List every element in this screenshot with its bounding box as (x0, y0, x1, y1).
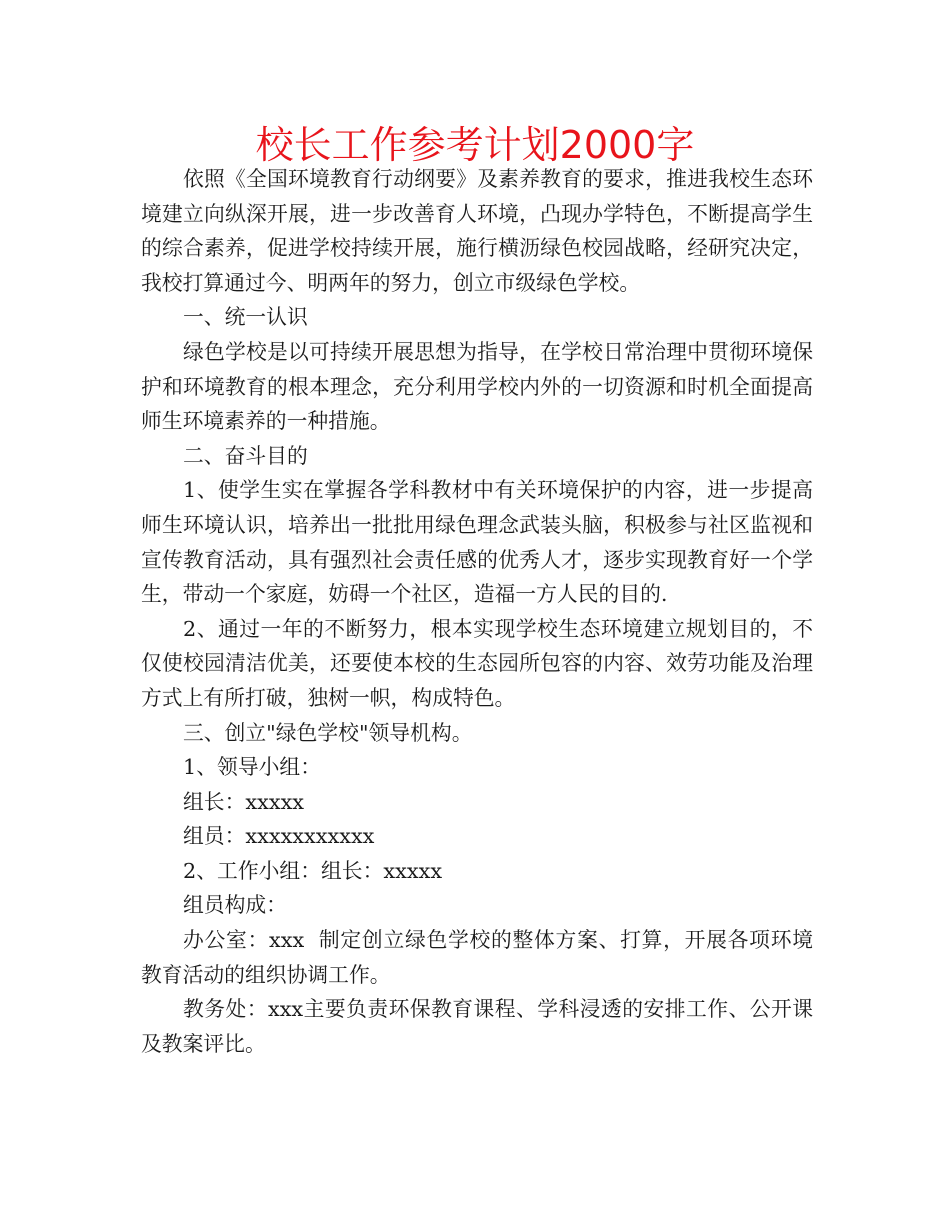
heading-unify-understanding: 一、统一认识 (183, 305, 308, 330)
document-title: 校长工作参考计划2000字 (255, 123, 695, 167)
line-leadership-group: 1、领导小组： (183, 755, 322, 780)
line-member-composition: 组员构成： (183, 893, 287, 918)
heading-goals: 二、奋斗目的 (183, 443, 308, 468)
heading-leadership: 三、创立"绿色学校"领导机构。 (183, 720, 473, 745)
paragraph-intro: 依照《全国环境教育行动纲要》及素养教育的要求，推进我校生态环境建立向纵深开展，进一步改善育人环境，凸现办学特色，不断提高学生的综合素养，促进学校持续开展，施行横沥绿色校园战略，经研究决定，我校打算通过今、明两年的努力，创立市级绿色学校。 (141, 167, 813, 295)
paragraph-green-school-definition: 绿色学校是以可持续开展思想为指导，在学校日常治理中贯彻环境保护和环境教育的根本理念，充分利用学校内外的一切资源和时机全面提高师生环境素养的一种措施。 (141, 339, 813, 434)
paragraph-goal-1: 1、使学生实在掌握各学科教材中有关环境保护的内容，进一步提高师生环境认识，培养出一批批用绿色理念武装头脑，积极参与社区监视和宣传教育活动，具有强烈社会责任感的优秀人才，逐步实现教育好一个学生，带动一个家庭，妨碍一个社区，造福一方人民的目的. (141, 478, 813, 607)
line-group-members: 组员：xxxxxxxxxxx (183, 824, 375, 849)
line-group-leader: 组长：xxxxx (183, 789, 305, 814)
line-work-group: 2、工作小组：组长：xxxxx (183, 858, 443, 883)
paragraph-academic-affairs: 教务处：xxx主要负责环保教育课程、学科浸透的安排工作、公开课及教案评比。 (141, 997, 813, 1056)
paragraph-goal-2: 2、通过一年的不断努力，根本实现学校生态环境建立规划目的，不仅使校园清洁优美，还要使本校的生态园所包容的内容、效劳功能及治理方式上有所打破，独树一帜，构成特色。 (141, 616, 813, 710)
document-body (141, 162, 813, 1061)
paragraph-office: 办公室：xxx 制定创立绿色学校的整体方案、打算，开展各项环境教育活动的组织协调工作。 (141, 928, 813, 987)
